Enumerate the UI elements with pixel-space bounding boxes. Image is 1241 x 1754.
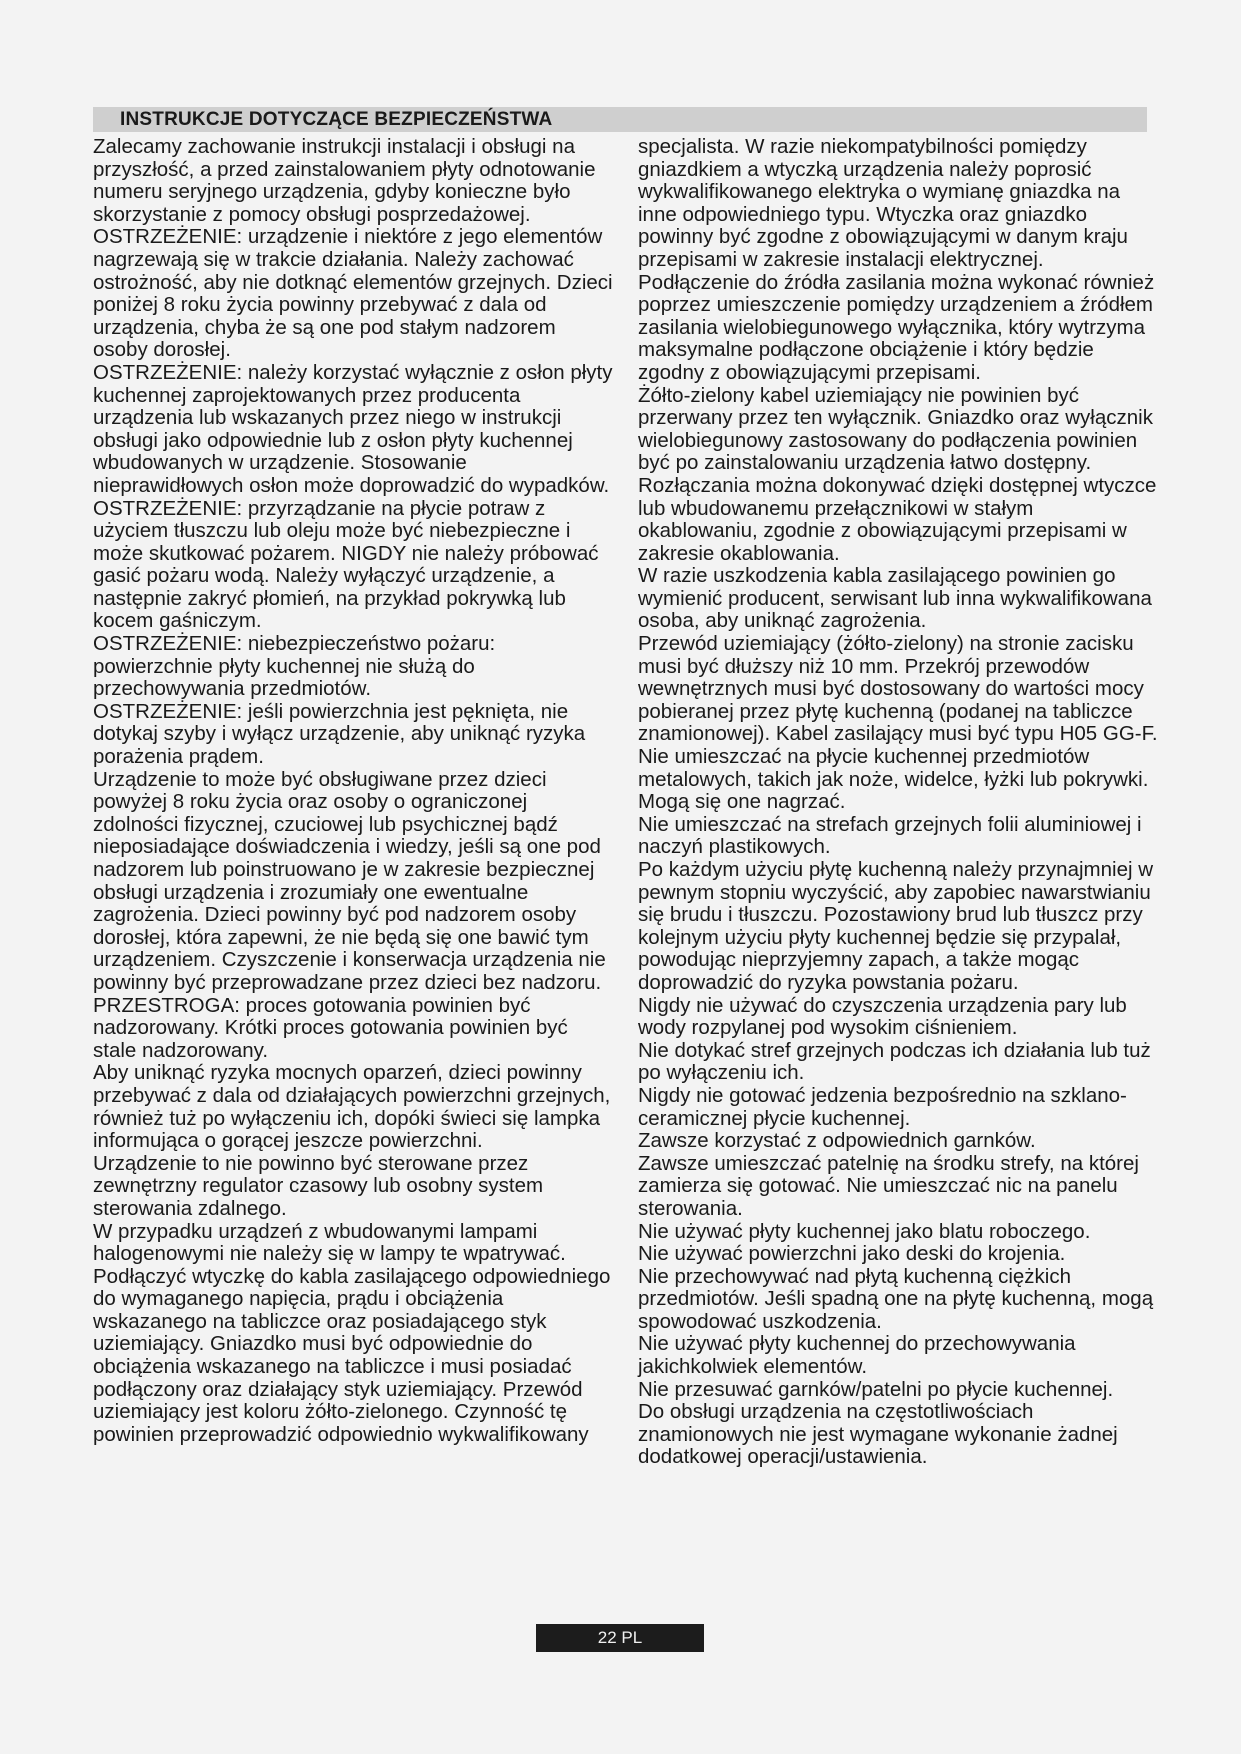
paragraph: W przypadku urządzeń z wbudowanymi lampami halogenowymi nie należy się w lampy te wpatrywać.: [93, 1219, 566, 1266]
paragraph: Przewód uziemiający (żółto-zielony) na stronie zacisku musi być dłuższy niż 10 mm. Przekrój przewodów wewnętrznych musi być dostosowany do wartości mocy pobieranej przez płytę kuchenną (podanej na tabliczce znamionowej). Kabel zasilający musi być typu H05 GG-F.: [638, 632, 1158, 746]
paragraph: Nie przesuwać garnków/patelni po płycie kuchennej.: [638, 1377, 1114, 1401]
paragraph: OSTRZEŻENIE: niebezpieczeństwo pożaru: powierzchnie płyty kuchennej nie służą do przechowywania przedmiotów.: [93, 632, 496, 701]
left-column: [93, 136, 615, 1446]
section-title: INSTRUKCJE DOTYCZĄCE BEZPIECZEŃSTWA: [120, 109, 553, 130]
paragraph: PRZESTROGA: proces gotowania powinien być nadzorowany. Krótki proces gotowania powinien być stale nadzorowany.: [93, 993, 568, 1062]
paragraph: Nigdy nie gotować jedzenia bezpośrednio na szklano-ceramicznej płycie kuchennej.: [638, 1083, 1127, 1130]
paragraph: OSTRZEŻENIE: jeśli powierzchnia jest pęknięta, nie dotykaj szyby i wyłącz urządzenie, aby uniknąć ryzyka porażenia prądem.: [93, 699, 586, 769]
paragraph: OSTRZEŻENIE: urządzenie i niektóre z jego elementów nagrzewają się w trakcie działania. Należy zachować ostrożność, aby nie dotknąć elementów grzejnych. Dzieci poniżej 8 roku życia powinny przebywać z dala od urządzenia, chyba że są one pod stałym nadzorem osoby dorosłej.: [93, 225, 613, 362]
paragraph: OSTRZEŻENIE: należy korzystać wyłącznie z osłon płyty kuchennej zaprojektowanych przez producenta urządzenia lub wskazanych przez niego w instrukcji obsługi jako odpowiednie lub z osłon płyty kuchennej wbudowanych w urządzenie. Stosowanie nieprawidłowych osłon może doprowadzić do wypadków.: [93, 360, 613, 497]
paragraph: Po każdym użyciu płytę kuchenną należy przynajmniej w pewnym stopniu wyczyścić, aby zapobiec nawarstwianiu się brudu i tłuszczu. Pozostawiony brud lub tłuszcz przy kolejnym użyciu płyty kuchennej będzie się przypalał, powodując nieprzyjemny zapach, a także mogąc doprowadzić do ryzyka powstania pożaru.: [638, 858, 1154, 994]
paragraph: Podłączyć wtyczkę do kabla zasilającego odpowiedniego do wymaganego napięcia, prądu i obciążenia wskazanego na tabliczce oraz posiadającego styk uziemiający. Gniazdko musi być odpowiednie do obciążenia wskazanego na tabliczce i musi posiadać podłączony oraz działający styk uziemiający. Przewód uziemiający jest koloru żółto-zielonego. Czynność tę powinien przeprowadzić odpowiednio wykwalifikowany: [93, 1264, 611, 1446]
paragraph: Nie umieszczać na płycie kuchennej przedmiotów metalowych, takich jak noże, widelce, łyżki lub pokrywki. Mogą się one nagrzać.: [638, 745, 1149, 814]
paragraph: Podłączenie do źródła zasilania można wykonać również poprzez umieszczenie pomiędzy urządzeniem a źródłem zasilania wielobiegunowego wyłącznika, który wytrzyma maksymalne podłączone obciążenie i który będzie zgodny z obowiązującymi przepisami.: [638, 270, 1155, 384]
paragraph: Urządzenie to może być obsługiwane przez dzieci powyżej 8 roku życia oraz osoby o ograniczonej zdolności fizycznej, czuciowej lub psychicznej bądź nieposiadające doświadczenia i wiedzy, jeśli są one pod nadzorem lub poinstruowano je w zakresie bezpiecznej obsługi urządzenia i zrozumiały one ewentualne zagrożenia. Dzieci powinny być pod nadzorem osoby dorosłej, która zapewni, że nie będą się one bawić tym urządzeniem. Czyszczenie i konserwacja urządzenia nie powinny być przeprowadzane przez dzieci bez nadzoru.: [93, 767, 606, 994]
paragraph: Zawsze umieszczać patelnię na środku strefy, na której zamierza się gotować. Nie umieszczać nic na panelu sterowania.: [638, 1151, 1139, 1220]
paragraph: Nie przechowywać nad płytą kuchenną ciężkich przedmiotów. Jeśli spadną one na płytę kuchenną, mogą spowodować uszkodzenia.: [638, 1264, 1154, 1333]
paragraph: Urządzenie to nie powinno być sterowane przez zewnętrzny regulator czasowy lub osobny system sterowania zdalnego.: [93, 1151, 544, 1220]
paragraph: OSTRZEŻENIE: przyrządzanie na płycie potraw z użyciem tłuszczu lub oleju może być niebezpieczne i może skutkować pożarem. NIGDY nie należy próbować gasić pożaru wodą. Należy wyłączyć urządzenie, a następnie zakryć płomień, na przykład pokrywką lub kocem gaśniczym.: [93, 496, 599, 633]
page-number: 22 PL: [597, 1628, 643, 1647]
paragraph: W razie uszkodzenia kabla zasilającego powinien go wymienić producent, serwisant lub inna wykwalifikowana osoba, aby uniknąć zagrożenia.: [638, 564, 1152, 633]
paragraph: Rozłączania można dokonywać dzięki dostępnej wtyczce lub wbudowanemu przełącznikowi w stałym okablowaniu, zgodnie z obowiązującymi przepisami w zakresie okablowania.: [638, 473, 1157, 565]
paragraph: Zawsze korzystać z odpowiednich garnków.: [638, 1129, 1036, 1153]
paragraph: Żółto-zielony kabel uziemiający nie powinien być przerwany przez ten wyłącznik. Gniazdko oraz wyłącznik wielobiegunowy zastosowany do podłączenia powinien być po zainstalowaniu urządzenia łatwo dostępny.: [638, 383, 1153, 475]
paragraph: Nie umieszczać na strefach grzejnych folii aluminiowej i naczyń plastikowych.: [638, 812, 1142, 859]
right-column: [638, 136, 1158, 1469]
paragraph: Aby uniknąć ryzyka mocnych oparzeń, dzieci powinny przebywać z dala od działających powierzchni grzejnych, również tuż po wyłączeniu ich, dopóki świeci się lampka informująca o gorącej jeszcze powierzchni.: [93, 1061, 611, 1153]
paragraph: Do obsługi urządzenia na częstotliwościach znamionowych nie jest wymagane wykonanie żadnej dodatkowej operacji/ustawienia.: [638, 1400, 1118, 1469]
paragraph: Nigdy nie używać do czyszczenia urządzenia pary lub wody rozpylanej pod wysokim ciśnieniem.: [638, 993, 1127, 1040]
paragraph: Nie używać płyty kuchennej do przechowywania jakichkolwiek elementów.: [638, 1332, 1076, 1379]
paragraph: Nie używać powierzchni jako deski do krojenia.: [638, 1242, 1066, 1266]
paragraph: specjalista. W razie niekompatybilności pomiędzy gniazdkiem a wtyczką urządzenia należy poprosić wykwalifikowanego elektryka o wymianę gniazdka na inne odpowiedniego typu. Wtyczka oraz gniazdko powinny być zgodne z obowiązującymi w danym kraju przepisami w zakresie instalacji elektrycznej.: [638, 135, 1128, 271]
paragraph: Nie dotykać stref grzejnych podczas ich działania lub tuż po wyłączeniu ich.: [638, 1038, 1151, 1085]
paragraph: Nie używać płyty kuchennej jako blatu roboczego.: [638, 1219, 1091, 1243]
paragraph: Zalecamy zachowanie instrukcji instalacji i obsługi na przyszłość, a przed zainstalowaniem płyty odnotowanie numeru seryjnego urządzenia, gdyby konieczne było skorzystanie z pomocy obsługi posprzedażowej.: [93, 135, 596, 226]
